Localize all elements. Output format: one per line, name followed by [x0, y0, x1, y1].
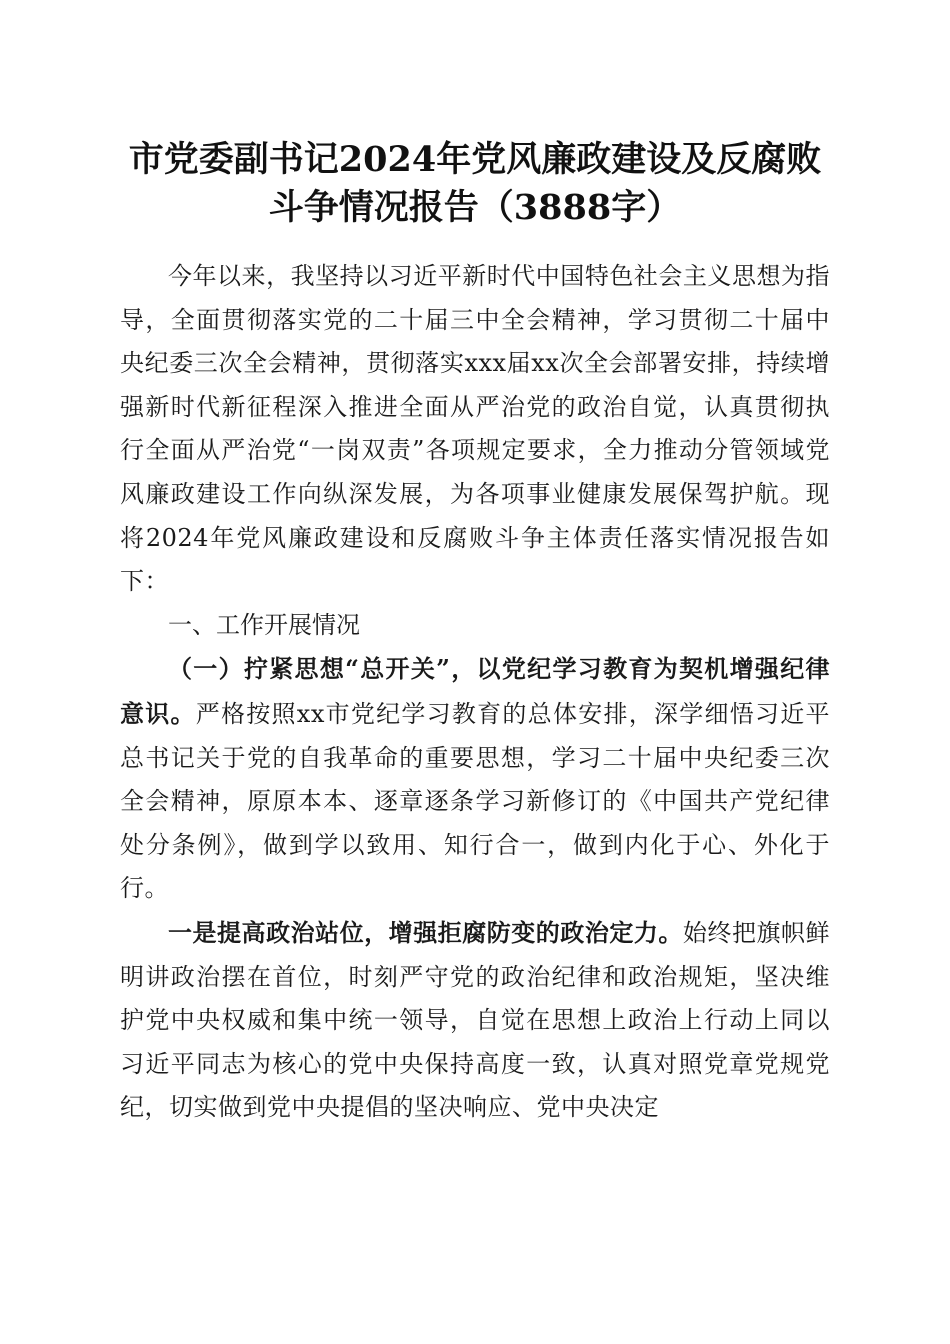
title-line-2: 斗争情况报告（3888字） — [268, 187, 682, 228]
document-title — [100, 136, 850, 232]
title-line-1: 市党委副书记2024年党风廉政建设及反腐败 — [128, 139, 822, 180]
point-1-paragraph — [120, 911, 830, 1130]
section-heading-work-status: 一、工作开展情况 — [168, 610, 360, 639]
point-1-lead: 一是提高政治站位，增强拒腐防变的政治定力。 — [168, 917, 683, 947]
subsection-1-lead: （一）拧紧思想“总开关”，以党纪学习教育为契机增强纪律意识。 — [120, 654, 830, 728]
point-1-body: 始终把旗帜鲜明讲政治摆在首位，时刻严守党的政治纪律和政治规矩，坚决维护党中央权威和集中统一领导，自觉在思想上政治上行动上同以习近平同志为核心的党中央保持高度一致，认真对照党章党规党纪，切实做到党中央提倡的坚决响应、党中央决定 — [120, 918, 831, 1122]
intro-paragraph: 今年以来，我坚持以习近平新时代中国特色社会主义思想为指导，全面贯彻落实党的二十届三中全会精神，学习贯彻二十届中央纪委三次全会精神，贯彻落实xxx届xx次全会部署安排，持续增强新时代新征程深入推进全面从严治党的政治自觉，认真贯彻执行全面从严治党“一岗双责”各项规定要求，全力推动分管领域党风廉政建设工作向纵深发展，为各项事业健康发展保驾护航。现将2024年党风廉政建设和反腐败斗争主体责任落实情况报告如下： — [120, 262, 830, 596]
subsection-1-body: 严格按照xx市党纪学习教育的总体安排，深学细悟习近平总书记关于党的自我革命的重要思想，学习二十届中央纪委三次全会精神，原原本本、逐章逐条学习新修订的《中国共产党纪律处分条例》，做到学以致用、知行合一，做到内化于心、外化于行。 — [120, 699, 831, 903]
document-body — [120, 255, 830, 1130]
subsection-1-paragraph — [120, 647, 830, 911]
